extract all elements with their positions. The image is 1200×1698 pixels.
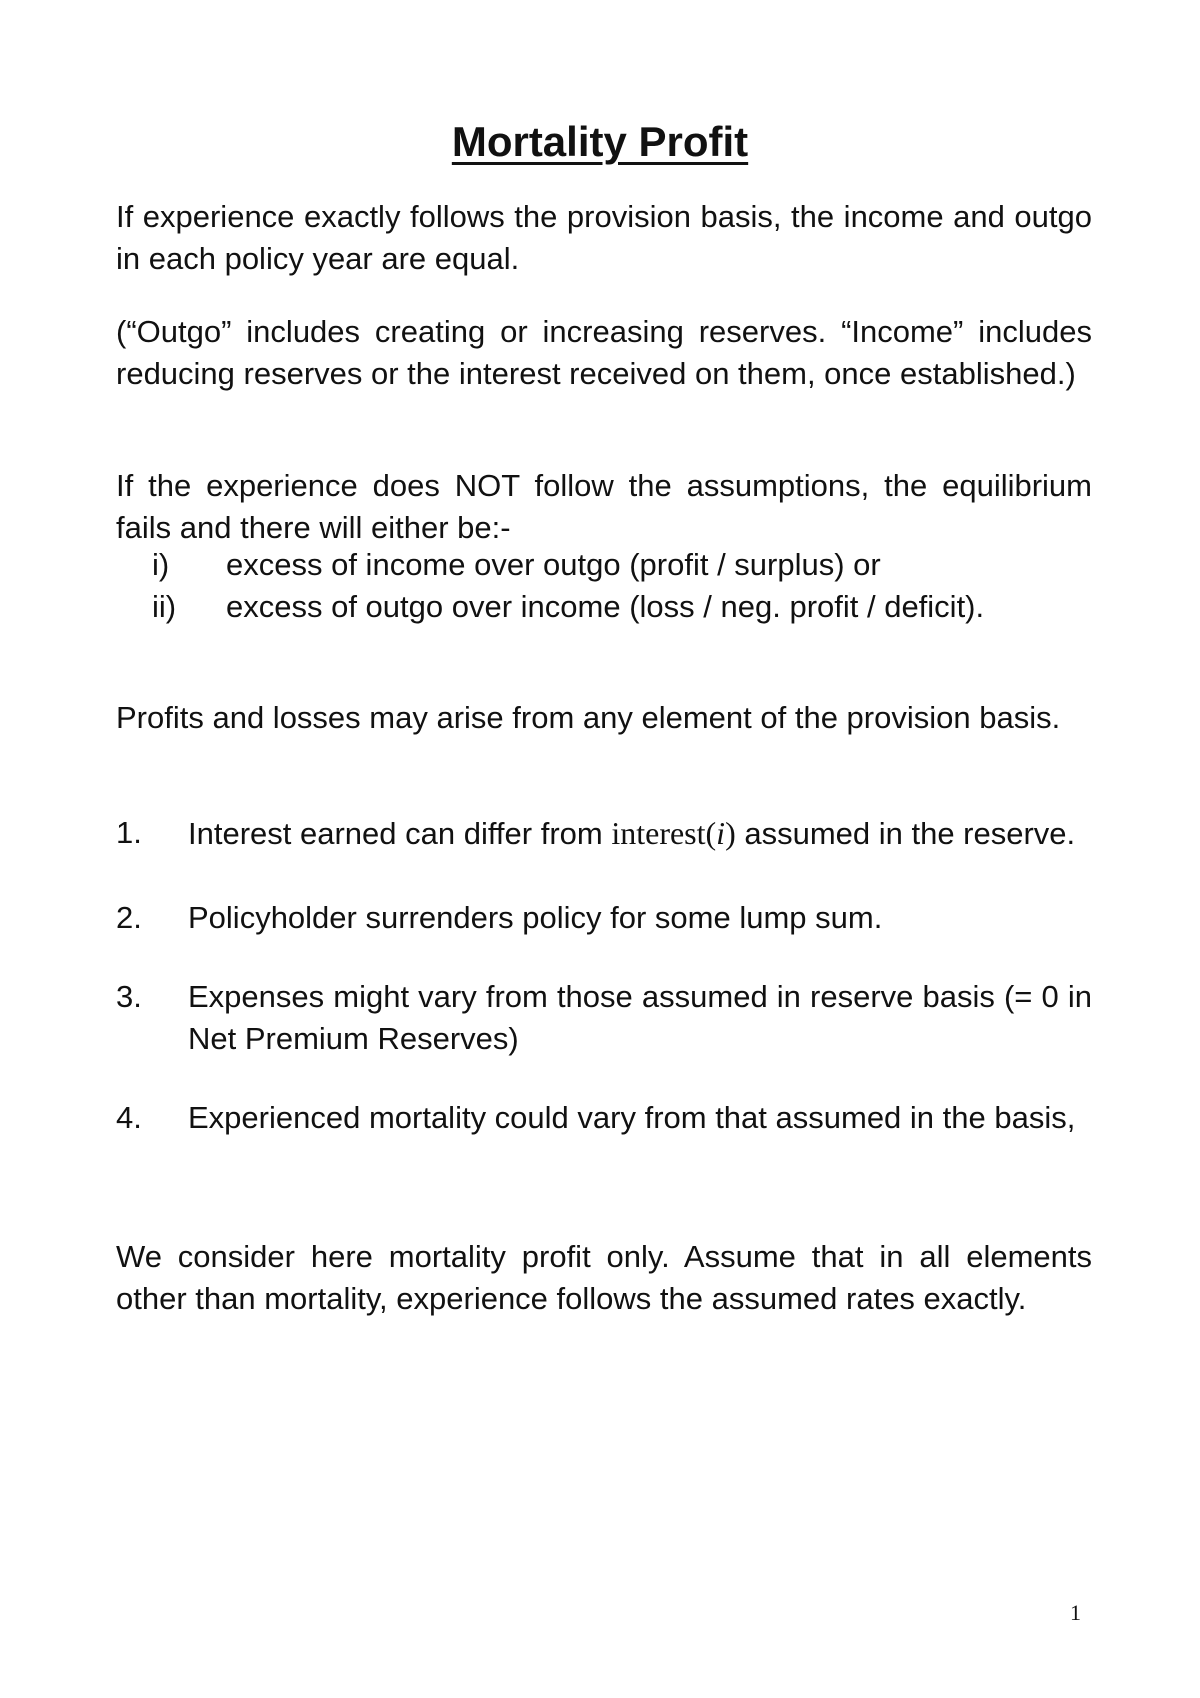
list-item-text: Expenses might vary from those assumed in reserve basis (= 0 in Net Premium Reserves) — [188, 979, 1092, 1056]
list-item — [116, 1097, 1092, 1139]
formula-word: interest — [611, 815, 706, 851]
list-marker: 2. — [116, 900, 142, 935]
list-marker: 4. — [116, 1100, 142, 1135]
formula-close-paren: ) — [725, 815, 736, 851]
interest-formula — [611, 815, 735, 851]
list-item-text: excess of outgo over income (loss / neg. profit / deficit). — [226, 589, 985, 624]
list-item-text: Policyholder surrenders policy for some lump sum. — [188, 900, 883, 935]
list-item-text-after: assumed in the reserve. — [735, 816, 1076, 851]
paragraph-experience-deviation: If the experience does NOT follow the assumptions, the equilibrium fails and there will either be:- — [116, 468, 1092, 545]
page-number: 1 — [1070, 1600, 1081, 1625]
paragraph-mortality-only: We consider here mortality profit only. Assume that in all elements other than mortality, experience follows the assumed rates exactly. — [116, 1239, 1092, 1316]
page-title-text: Mortality Profit — [451, 118, 749, 165]
list-marker: i) — [152, 547, 170, 582]
list-item-text-before: Interest earned can differ from — [188, 816, 612, 851]
list-marker: 1. — [116, 815, 142, 850]
list-item-text — [188, 812, 1092, 855]
outcome-list — [116, 544, 1092, 628]
page-title — [0, 116, 1200, 168]
list-marker: 3. — [116, 979, 142, 1014]
list-item — [116, 544, 1092, 586]
paragraph-profits-losses: Profits and losses may arise from any element of the provision basis. — [116, 700, 1061, 735]
formula-open-paren: ( — [705, 815, 717, 851]
list-item-text: excess of income over outgo (profit / surplus) or — [226, 547, 881, 582]
list-marker: ii) — [152, 589, 177, 624]
list-item-text: Experienced mortality could vary from that assumed in the basis, — [188, 1100, 1076, 1135]
list-item — [116, 586, 1092, 628]
list-item — [116, 812, 1092, 855]
sources-list — [116, 812, 1092, 1139]
paragraph-provision-basis: If experience exactly follows the provision basis, the income and outgo in each policy year are equal. — [116, 199, 1092, 276]
paragraph-outgo-income-definition: (“Outgo” includes creating or increasing reserves. “Income” includes reducing reserves or the interest received on them, once established.) — [116, 314, 1092, 391]
list-item — [116, 897, 1092, 939]
formula-variable: i — [716, 815, 726, 851]
list-item — [116, 976, 1092, 1060]
